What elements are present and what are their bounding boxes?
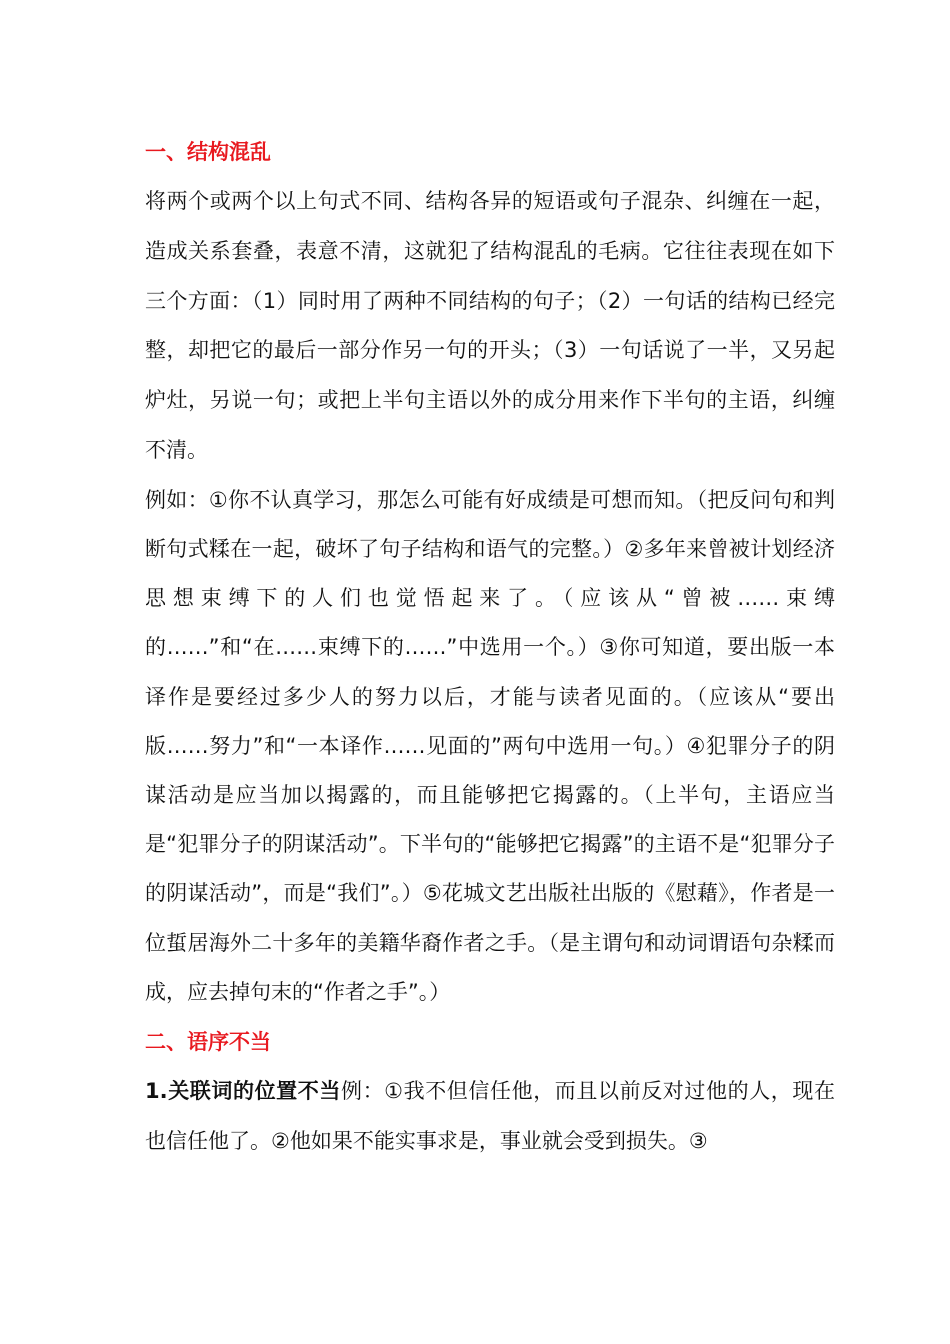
section-heading-word-order: 二、语序不当 [145,1030,271,1055]
document-page [145,128,835,1167]
section-intro-paragraph: 将两个或两个以上句式不同、结构各异的短语或句子混杂、纠缠在一起，造成关系套叠，表意不清，这就犯了结构混乱的毛病。它往往表现在如下三个方面：（1）同时用了两种不同结构的句子；（2）一句话的结构已经完整，却把它的最后一部分作另一句的开头；（3）一句话说了一半，又另起炉灶，另说一句；或把上半句主语以外的成分用来作下半句的主语，纠缠不清。 [145,189,835,462]
section-heading-structure-confusion: 一、结构混乱 [145,140,271,164]
subsection-title: 1.关联词的位置不当 [145,1079,341,1104]
subsection-text: 例：①我不但信任他，而且以前反对过他的人，现在也信任他了。②他如果不能实事求是，事业就会受到损失。③ [145,1079,835,1153]
subsection-paragraph [145,1067,835,1167]
examples-paragraph: 例如：①你不认真学习，那怎么可能有好成绩是可想而知。（把反问句和判断句式糅在一起，破坏了句子结构和语气的完整。）②多年来曾被计划经济思想束缚下的人们也觉悟起来了。（应该从“曾被……束缚的……”和“在……束缚下的……”中选用一个。）③你可知道，要出版一本译作是要经过多少人的努力以后，才能与读者见面的。（应该从“要出版……努力”和“一本译作……见面的”两句中选用一句。）④犯罪分子的阴谋活动是应当加以揭露的，而且能够把它揭露的。（上半句，主语应当是“犯罪分子的阴谋活动”。下半句的“能够把它揭露”的主语不是“犯罪分子的阴谋活动”，而是“我们”。）⑤花城文艺出版社出版的《慰藉》，作者是一位蜇居海外二十多年的美籍华裔作者之手。（是主谓句和动词谓语句杂糅而成，应去掉句末的“作者之手”。） [145,487,835,1004]
